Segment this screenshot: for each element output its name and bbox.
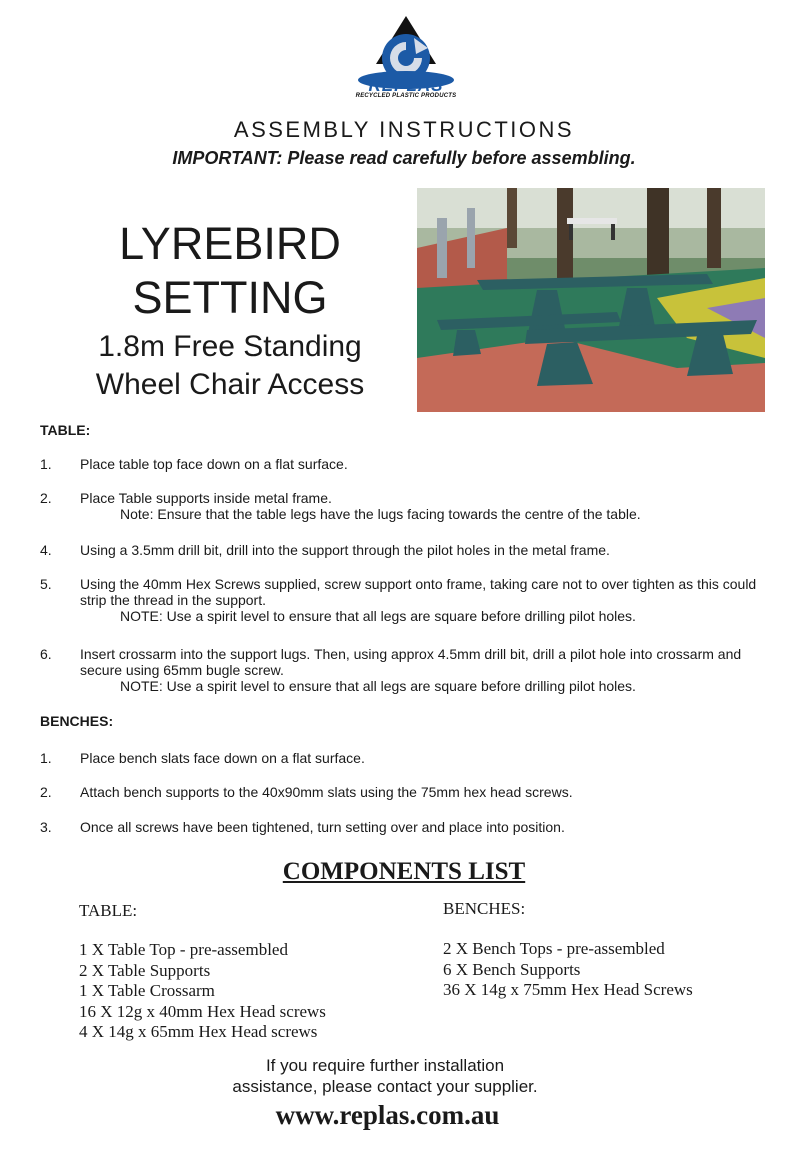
step-number: 1. xyxy=(40,750,52,766)
product-subtitle xyxy=(40,328,420,404)
table-step xyxy=(40,456,770,472)
logo-wordmark: REPLAS xyxy=(368,76,444,95)
page-heading: ASSEMBLY INSTRUCTIONS xyxy=(233,117,575,142)
step-text: Place Table supports inside metal frame. xyxy=(80,490,332,506)
logo-tagline: RECYCLED PLASTIC PRODUCTS xyxy=(355,93,457,99)
table-step xyxy=(40,490,770,522)
list-item: 4 X 14g x 65mm Hex Head screws xyxy=(79,1022,318,1041)
step-number: 6. xyxy=(40,646,52,662)
step-text: Once all screws have been tightened, turn setting over and place into position. xyxy=(80,819,565,835)
step-text: Insert crossarm into the support lugs. Then, using approx 4.5mm drill bit, drill a pilot hole into crossarm and secure using 65mm bugle screw. xyxy=(80,646,742,678)
list-item: 2 X Table Supports xyxy=(79,960,211,980)
bench-step xyxy=(40,819,770,835)
step-number: 1. xyxy=(40,456,52,472)
components-table-label: TABLE: xyxy=(79,901,138,920)
product-subtitle-line-1: 1.8m Free Standing xyxy=(98,330,362,363)
product-subtitle-line-2: Wheel Chair Access xyxy=(95,368,365,401)
step-note: Note: Ensure that the table legs have the lugs facing towards the centre of the table. xyxy=(120,506,641,522)
table-step xyxy=(40,542,770,558)
step-number: 4. xyxy=(40,542,52,558)
components-benches-label: BENCHES: xyxy=(443,899,526,918)
components-table-list xyxy=(79,940,419,1043)
step-number: 5. xyxy=(40,576,52,592)
step-text: Place bench slats face down on a flat surface. xyxy=(80,750,365,766)
step-text: Place table top face down on a flat surface. xyxy=(80,456,348,472)
list-item: 2 X Bench Tops - pre-assembled xyxy=(443,939,665,958)
step-note: NOTE: Use a spirit level to ensure that all legs are square before drilling pilot holes. xyxy=(120,678,636,694)
product-title-line-1: LYREBIRD xyxy=(119,218,341,269)
table-section-label: TABLE: xyxy=(40,422,91,438)
table-step xyxy=(40,576,770,624)
step-text: Using a 3.5mm drill bit, drill into the support through the pilot holes in the metal frame. xyxy=(80,542,610,558)
step-note: NOTE: Use a spirit level to ensure that all legs are square before drilling pilot holes. xyxy=(120,608,636,624)
list-item: 6 X Bench Supports xyxy=(443,959,581,979)
product-title-line-2: SETTING xyxy=(132,272,328,323)
list-item: 1 X Table Top - pre-assembled xyxy=(79,940,288,959)
list-item: 16 X 12g x 40mm Hex Head screws xyxy=(79,1001,326,1021)
step-number: 2. xyxy=(40,784,52,800)
components-title: COMPONENTS LIST xyxy=(282,858,526,885)
table-step xyxy=(40,646,770,694)
bench-step xyxy=(40,784,770,800)
list-item: 1 X Table Crossarm xyxy=(79,981,215,1000)
support-note xyxy=(0,1055,770,1097)
support-note-line-1: If you require further installation xyxy=(265,1056,505,1075)
step-number: 3. xyxy=(40,819,52,835)
components-benches-list xyxy=(443,939,773,1001)
benches-section-label: BENCHES: xyxy=(40,713,114,729)
step-text: Using the 40mm Hex Screws supplied, screw support onto frame, taking care not to over tighten as this could strip the thread in the support. xyxy=(80,576,757,608)
support-note-line-2: assistance, please contact your supplier. xyxy=(232,1077,538,1096)
website-link[interactable]: www.replas.com.au xyxy=(275,1100,500,1130)
bench-step xyxy=(40,750,770,766)
important-notice: IMPORTANT: Please read carefully before assembling. xyxy=(172,148,636,168)
product-photo xyxy=(417,188,765,412)
list-item: 36 X 14g x 75mm Hex Head Screws xyxy=(443,980,693,999)
step-text: Attach bench supports to the 40x90mm slats using the 75mm hex head screws. xyxy=(80,784,573,800)
step-number: 2. xyxy=(40,490,52,506)
product-title xyxy=(60,217,400,325)
